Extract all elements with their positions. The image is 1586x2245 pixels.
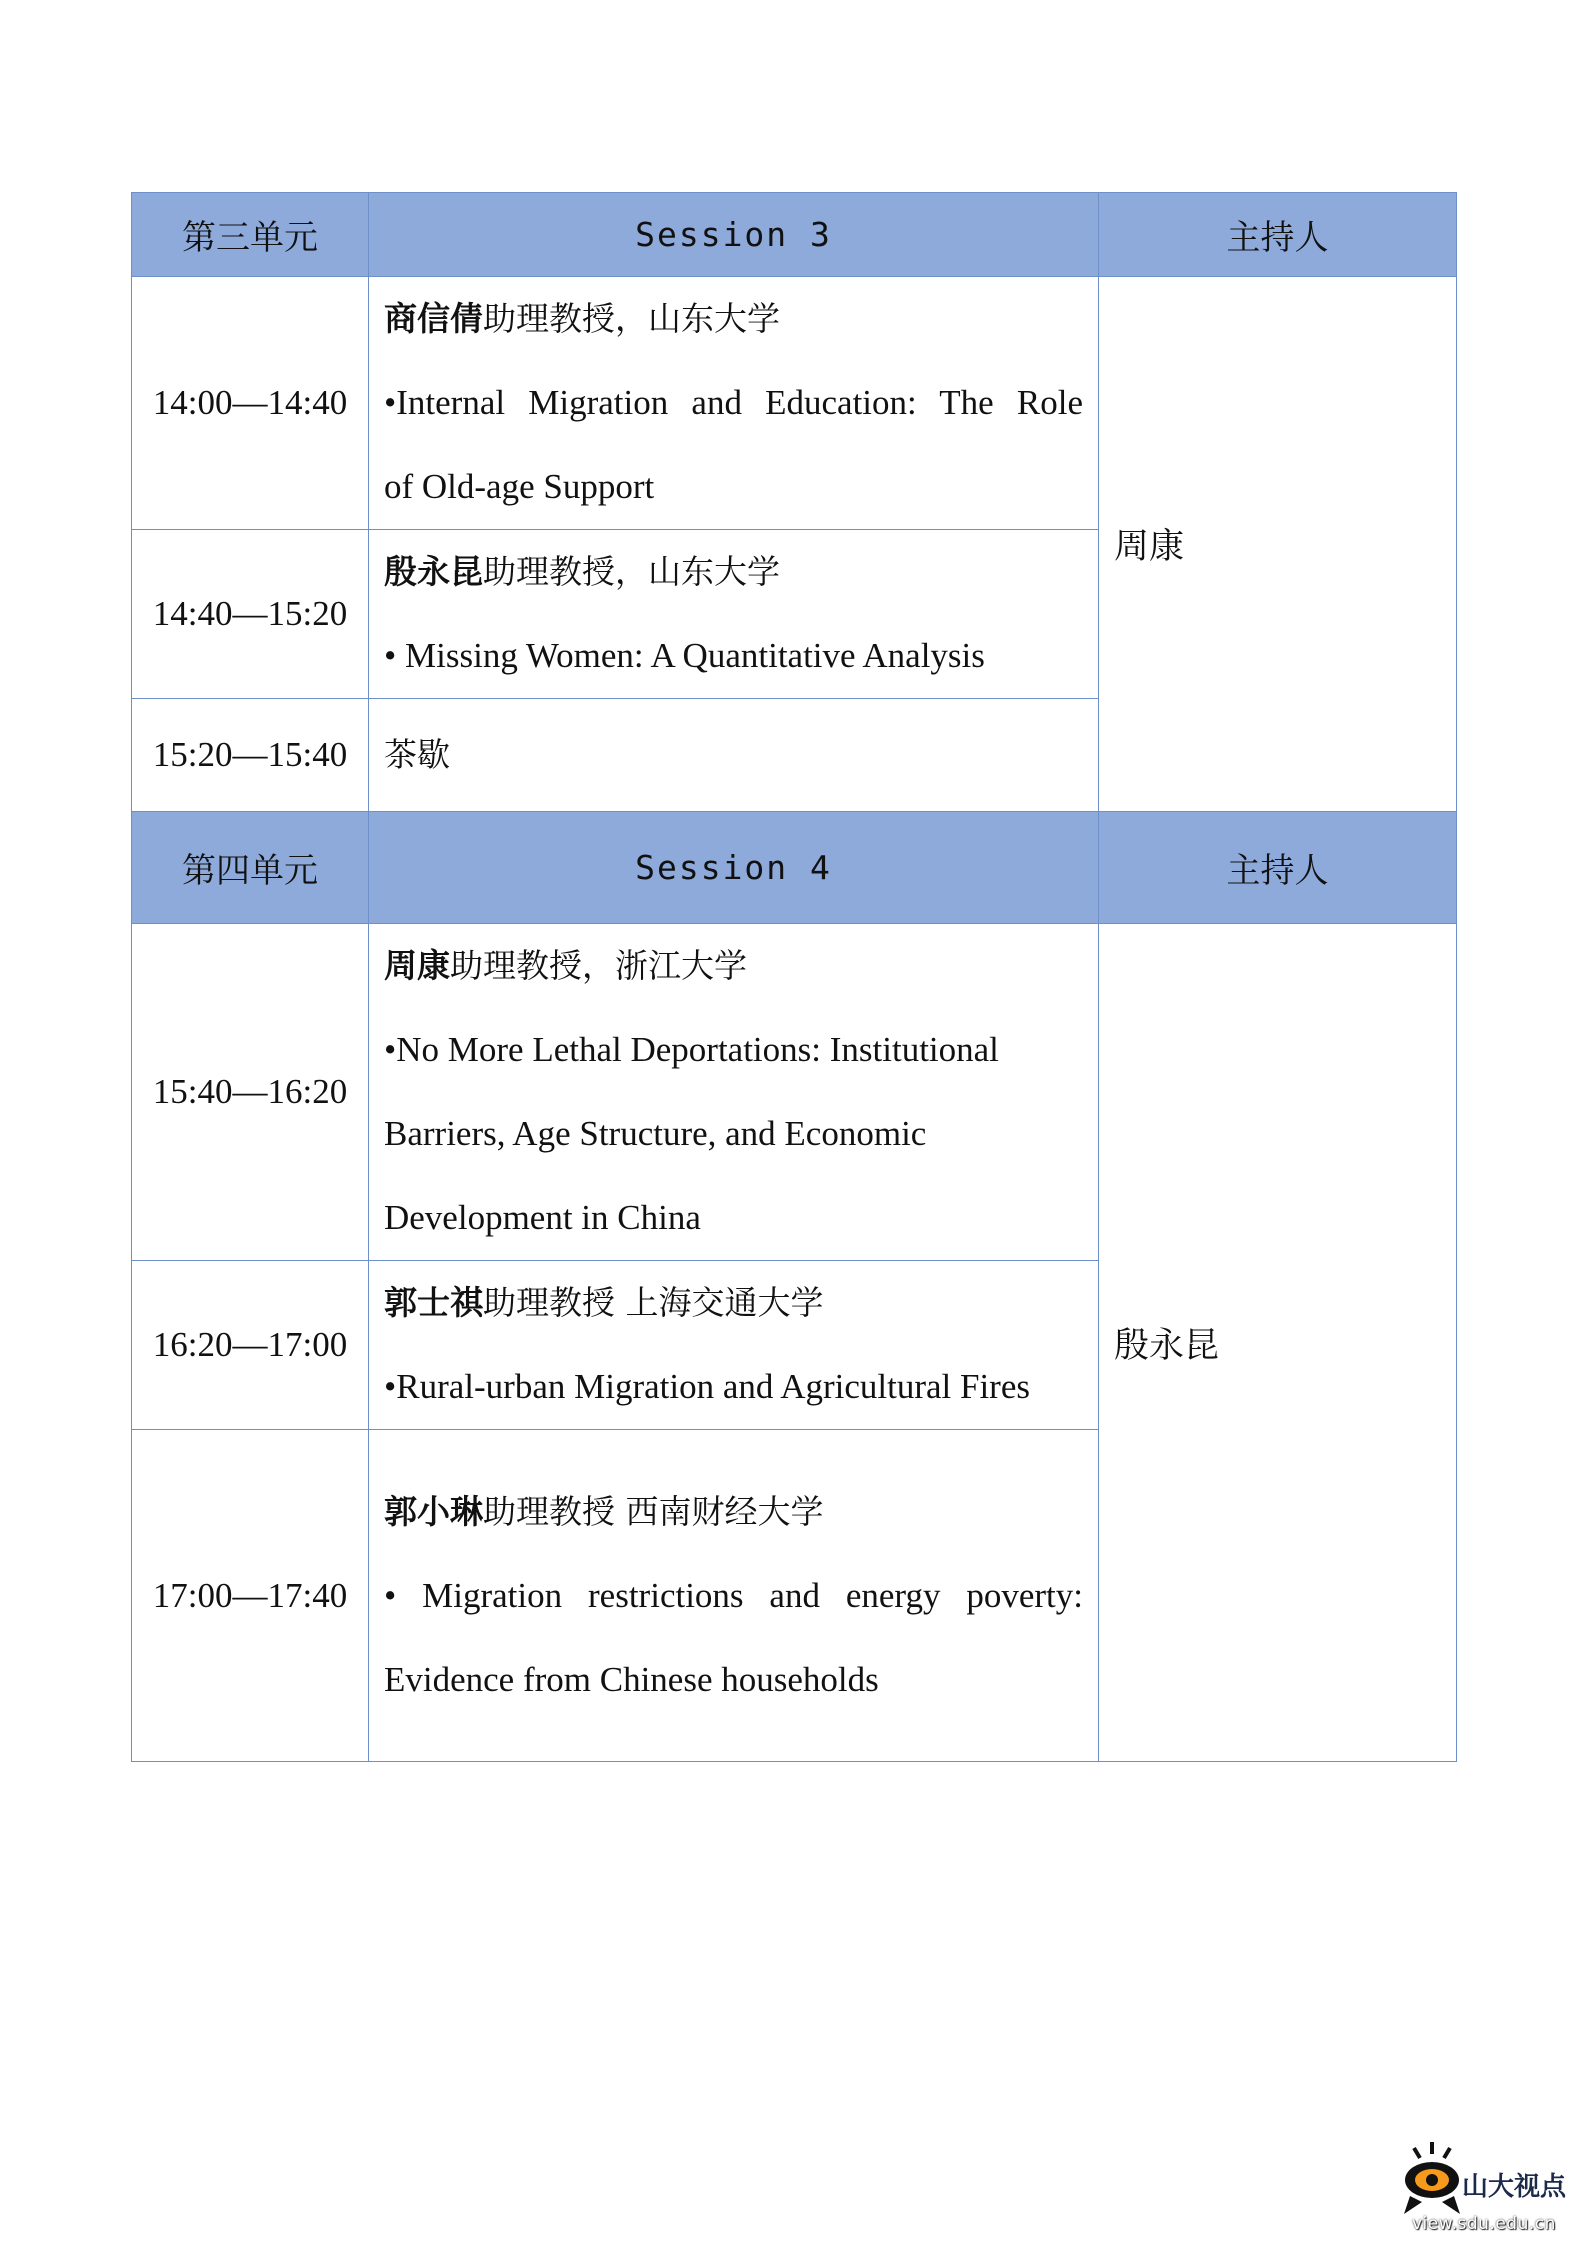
talk-title: •No More Lethal Deportations: Institutional — [384, 1030, 999, 1069]
time-slot: 14:40—15:20 — [132, 530, 369, 699]
session3-host-header: 主持人 — [1099, 193, 1457, 277]
session4-label: 第四单元 — [132, 812, 369, 924]
speaker-name: 郭士祺 — [384, 1283, 483, 1322]
talk-title: •Internal Migration and Education: The Role — [384, 383, 1083, 422]
time-slot: 17:00—17:40 — [132, 1430, 369, 1762]
watermark-logo — [1400, 2140, 1580, 2240]
tea-break: 茶歇 — [384, 735, 450, 774]
talk-title: • Missing Women: A Quantitative Analysis — [384, 636, 985, 675]
talk-cell — [369, 1261, 1099, 1430]
speaker-affiliation: 助理教授 西南财经大学 — [483, 1491, 824, 1531]
time-slot: 16:20—17:00 — [132, 1261, 369, 1430]
speaker-affiliation: 助理教授 上海交通大学 — [483, 1283, 824, 1322]
speaker-name: 郭小琳 — [384, 1491, 483, 1531]
talk-cell — [369, 924, 1099, 1261]
talk-title: • Migration restrictions and energy poverty: — [384, 1575, 1083, 1615]
talk-title-cont: Barriers, Age Structure, and Economic — [384, 1114, 927, 1153]
talk-title: •Rural-urban Migration and Agricultural Fires — [384, 1367, 1030, 1406]
table-row — [132, 924, 1457, 1261]
time-slot: 14:00—14:40 — [132, 277, 369, 530]
talk-cell — [369, 277, 1099, 530]
sdu-view-icon — [1400, 2140, 1470, 2220]
break-cell — [369, 699, 1099, 812]
session3-label: 第三单元 — [132, 193, 369, 277]
talk-cell — [369, 1430, 1099, 1762]
table-row — [132, 277, 1457, 530]
watermark-url: view.sdu.edu.cn — [1412, 2214, 1556, 2234]
session4-host: 殷永昆 — [1099, 924, 1457, 1762]
talk-cell — [369, 530, 1099, 699]
talk-title-cont: Development in China — [384, 1198, 701, 1237]
time-slot: 15:40—16:20 — [132, 924, 369, 1261]
session3-header-row — [132, 193, 1457, 277]
schedule-table — [131, 192, 1457, 1762]
time-slot: 15:20—15:40 — [132, 699, 369, 812]
speaker-name: 商信倩 — [384, 299, 483, 338]
speaker-affiliation: 助理教授，山东大学 — [483, 552, 780, 591]
session4-title: Session 4 — [369, 812, 1099, 924]
speaker-name: 周康 — [384, 946, 450, 985]
talk-title-cont: Evidence from Chinese households — [384, 1659, 879, 1699]
speaker-affiliation: 助理教授，山东大学 — [483, 299, 780, 338]
speaker-affiliation: 助理教授，浙江大学 — [450, 946, 747, 985]
session3-host: 周康 — [1099, 277, 1457, 812]
speaker-name: 殷永昆 — [384, 552, 483, 591]
watermark-name: 山大视点 — [1462, 2172, 1567, 2202]
talk-title-cont: of Old-age Support — [384, 467, 655, 506]
session3-title: Session 3 — [369, 193, 1099, 277]
session4-host-header: 主持人 — [1099, 812, 1457, 924]
session4-header-row — [132, 812, 1457, 924]
